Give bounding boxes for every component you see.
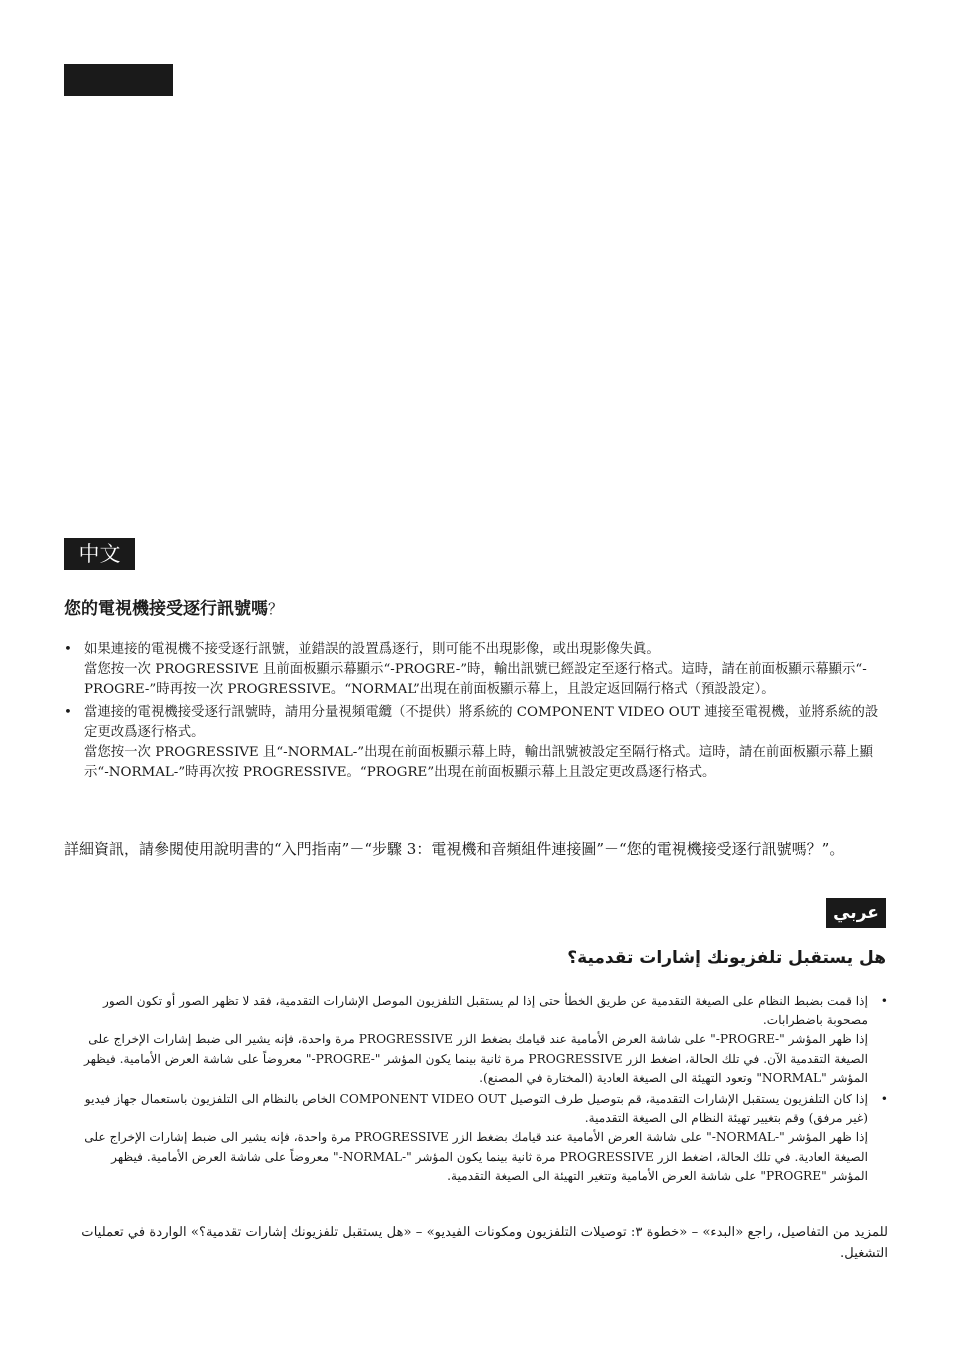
list-item (78, 1090, 888, 1186)
arabic-more-info: للمزيد من التفاصيل، راجع «البدء» – «خطوة ٣: توصيلات التلفزيون ومكونات الفيديو» – «هل يستقبل تلفزيونك إشارات تقدمية؟» الواردة في تعمليات التشغيل. (81, 1225, 888, 1261)
chinese-heading-text: 您的電視機接受逐行訊號嗎 (64, 599, 268, 619)
bullet-paragraph: 當連接的電視機接受逐行訊號時，請用分量視頻電纜（不提供）將系統的 COMPONENT VIDEO OUT 連接至電視機，並將系統的設定更改爲逐行格式。 (84, 705, 879, 740)
bullet-paragraph: إذا قمت بضبط النظام على الصيغة التقدمية عن طريق الخطأ حتى إذا لم يستقبل التلفزيون الموصل الإشارات التقدمية، فقد لا تظهر الصور أو تكون الصور مصحوبة باضطرابات. (103, 994, 868, 1028)
list-item (78, 992, 888, 1088)
list-item (64, 703, 890, 783)
bullet-icon: • (880, 994, 888, 1008)
bullet-icon: • (880, 1092, 888, 1107)
bullet-paragraph: إذا ظهر المؤشر "-NORMAL-" على شاشة العرض الأمامية عند قيامك بضغط الزر PROGRESSIVE مرة واحدة، فإنه يشير الى ضبط إشارات الإخراج على الصيغة العادية. في تلك الحالة، اضغط الزر PROGRESSIVE مرة ثانية بينما يكون المؤشر "-NORMAL-" معروضاً على شاشة العرض الأمامية. فيظهر المؤشر "PROGRE" على شاشة العرض الأمامية وتتغير التهيئة الى الصيغة التقدمية. (84, 1130, 868, 1183)
chinese-more-info: 詳細資訊，請參閱使用說明書的“入門指南”－“步驟 3：電視機和音頻組件連接圖”－“您的電視機接受逐行訊號嗎？”。 (64, 840, 845, 858)
section-header-bar (64, 64, 173, 96)
bullet-paragraph: إذا كان التلفزيون يستقبل الإشارات التقدمية، قم بتوصيل طرف التوصيل COMPONENT VIDEO OUT الخاص بالنظام الى التلفزيون باستعمال جهاز فيديو (غير مرفق) وقم بتغيير تهيئة النظام الى الصيغة التقدمية. (84, 1092, 868, 1126)
chinese-heading (64, 594, 283, 619)
bullet-paragraph: 當您按一次 PROGRESSIVE 且前面板顯示幕顯示“-PROGRE-”時，輸出訊號已經設定至逐行格式。這時，請在前面板顯示幕顯示“-PROGRE-”時再按一次 PROGRESSIVE。“NORMAL”出現在前面板顯示幕上，且設定返回隔行格式（預設設定）。 (84, 662, 867, 697)
bullet-icon: • (64, 705, 72, 720)
bullet-paragraph: 當您按一次 PROGRESSIVE 且“-NORMAL-”出現在前面板顯示幕上時，輸出訊號被設定至隔行格式。這時，請在前面板顯示幕上顯示“-NORMAL-”時再次按 PROGRESSIVE。“PROGRE”出現在前面板顯示幕上且設定更改爲逐行格式。 (84, 745, 873, 780)
language-tag-chinese: 中文 (64, 538, 135, 570)
bullet-icon: • (64, 642, 72, 657)
bullet-paragraph: إذا ظهر المؤشر "-PROGRE-" على شاشة العرض الأمامية عند قيامك بضغط الزر PROGRESSIVE مرة واحدة، فإنه يشير الى ضبط إشارات الإخراج على الصيغة التقدمية الآن. في تلك الحالة، اضغط الزر PROGRESSIVE مرة ثانية بينما يكون المؤشر "-PROGRE-" معروضاً على شاشة العرض الأمامية. فيظهر المؤشر "NORMAL" وتعود التهيئة الى الصيغة العادية (المختارة في المصنع). (83, 1032, 868, 1085)
chinese-bullet-list (64, 640, 890, 786)
chinese-heading-mark: ？ (268, 600, 284, 618)
arabic-bullet-list (78, 992, 888, 1188)
language-tag-arabic: عربي (826, 898, 886, 928)
arabic-heading: هل يستقبل تلفزيونك إشارات تقدمية؟ (567, 948, 886, 968)
list-item (64, 640, 890, 700)
bullet-paragraph: 如果連接的電視機不接受逐行訊號，並錯誤的設置爲逐行，則可能不出現影像，或出現影像失眞。 (84, 642, 660, 657)
